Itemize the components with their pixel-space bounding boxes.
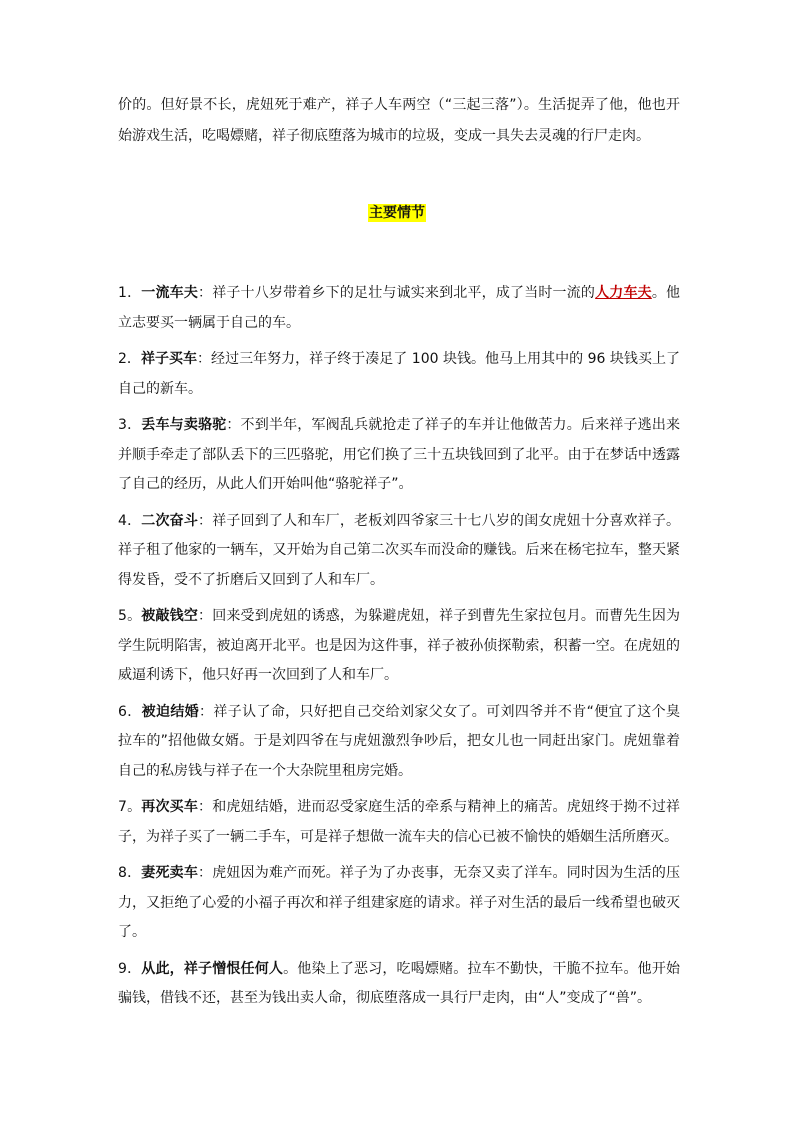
plot-item-2	[118, 345, 680, 404]
plot-item-8	[118, 859, 680, 948]
plot-heading: 被迫结婚	[141, 703, 200, 720]
plot-heading: 丢车与卖骆驼	[141, 417, 227, 433]
plot-number: 6．	[118, 703, 142, 720]
plot-heading: 祥子买车	[140, 351, 198, 367]
plot-number: 1．	[118, 285, 142, 301]
plot-text: ：虎妞因为难产而死。祥子为了办丧事，无奈又卖了洋车。同时因为生活的压力，又拒绝了心爱的小福子再次和祥子组建家庭的请求。祥子对生活的最后一线希望也破灭了。	[118, 865, 681, 940]
plot-number: 8．	[118, 865, 142, 881]
plot-text-after: 。他立志要买一辆属于自己的车。	[118, 285, 681, 331]
plot-heading: 从此，祥子憎恨任何人	[141, 960, 284, 977]
plot-item-9	[118, 955, 680, 1014]
plot-heading: 再次买车	[141, 799, 199, 815]
plot-list	[118, 279, 680, 1021]
plot-text: ：祥子十八岁带着乡下的足壮与诚实来到北平，成了当时一流的	[198, 285, 596, 301]
plot-text: ：不到半年，军阀乱兵就抢走了祥子的车并让他做苦力。后来祥子逃出来并顺手牵走了部队丢下的三匹骆驼，用它们换了三十五块钱回到了北平。由于在梦话中透露了自己的经历，从此人们开始叫他“骆驼祥子”。	[118, 417, 680, 492]
plot-item-3	[118, 411, 680, 500]
plot-text: ：和虎妞结婚，进而忍受家庭生活的牵系与精神上的痛苦。虎妞终于拗不过祥子，为祥子买了一辆二手车，可是祥子想做一流车夫的信心已被不愉快的婚姻生活所磨灭。	[118, 799, 681, 845]
plot-number: 7。	[118, 799, 142, 815]
plot-number: 4．	[118, 512, 142, 529]
plot-number: 3．	[118, 417, 142, 433]
plot-heading: 被敲钱空	[141, 608, 199, 624]
plot-text: 。他染上了恶习，吃喝嫖赌。拉车不勤快，干脆不拉车。他开始骗钱，借钱不还，甚至为钱出卖人命，彻底堕落成一具行尸走肉，由“人”变成了“兽”。	[118, 960, 681, 1006]
plot-item-4	[118, 507, 680, 596]
plot-text: ：祥子认了命，只好把自己交给刘家父女了。可刘四爷并不肯“便宜了这个臭拉车的”招他做女婿。于是刘四爷在与虎妞激烈争吵后，把女儿也一同赶出家门。虎妞靠着自己的私房钱与祥子在一个大杂院里租房完婚。	[118, 703, 680, 779]
plot-text: ：祥子回到了人和车厂，老板刘四爷家三十七八岁的闺女虎妞十分喜欢祥子。祥子租了他家的一辆车，又开始为自己第二次买车而没命的赚钱。后来在杨宅拉车，整天紧得发昏，受不了折磨后又回到了人和车厂。	[118, 512, 681, 588]
intro-paragraph: 价的。但好景不长，虎妞死于难产，祥子人车两空（“三起三落”）。生活捉弄了他，他也开始游戏生活，吃喝嫖赌，祥子彻底堕落为城市的垃圾，变成一具失去灵魂的行尸走肉。	[118, 97, 680, 144]
plot-keyword: 人力车夫	[595, 285, 652, 301]
plot-heading: 妻死卖车	[141, 865, 199, 881]
section-title	[0, 202, 794, 224]
plot-item-1	[118, 279, 680, 338]
section-title-text: 主要情节	[369, 205, 425, 221]
plot-number: 9．	[118, 960, 142, 977]
plot-number: 2．	[118, 351, 141, 367]
plot-item-6	[118, 698, 680, 787]
plot-text: ：回来受到虎妞的诱惑，为躲避虎妞，祥子到曹先生家拉包月。而曹先生因为学生阮明陷害，被迫离开北平。也是因为这件事，祥子被孙侦探勒索，积蓄一空。在虎妞的威逼利诱下，他只好再一次回到了人和车厂。	[118, 608, 681, 683]
plot-number: 5。	[118, 608, 142, 624]
plot-item-7	[118, 793, 680, 852]
plot-heading: 一流车夫	[141, 285, 199, 301]
plot-heading: 二次奋斗	[141, 512, 199, 529]
plot-item-5	[118, 602, 680, 691]
plot-text: ：经过三年努力，祥子终于凑足了 100 块钱。他马上用其中的 96 块钱买上了自己的新车。	[118, 351, 680, 397]
